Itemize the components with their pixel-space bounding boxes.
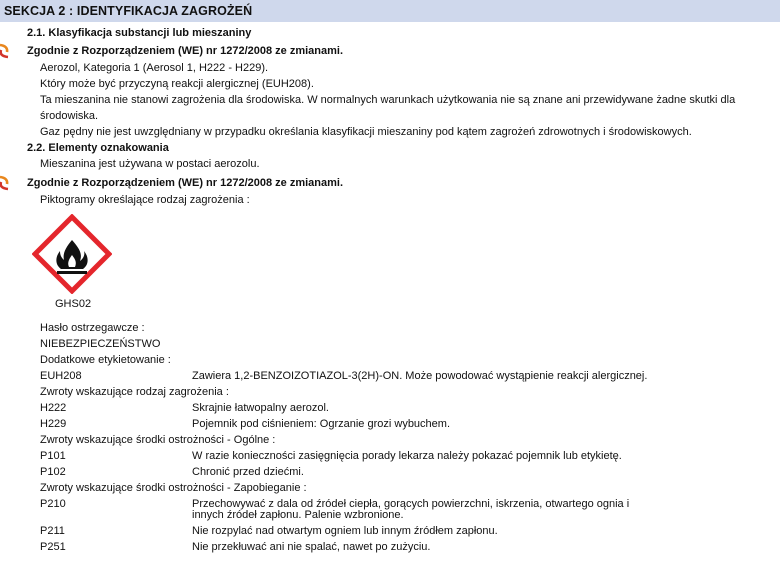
flame-pictogram-icon xyxy=(32,214,112,294)
precaution-code-p211: P211 xyxy=(40,525,65,537)
classification-line-4: środowiska. xyxy=(40,110,99,122)
euh-text: Zawiera 1,2-BENZOIZOTIAZOL-3(2H)-ON. Może powodować wystąpienie reakcji alergicznej. xyxy=(192,370,648,382)
precaution-text-p251: Nie przekłuwać ani nie spalać, nawet po zużyciu. xyxy=(192,541,431,553)
hazard-text-h222: Skrajnie łatwopalny aerozol. xyxy=(192,402,329,414)
hazard-text-h229: Pojemnik pod ciśnieniem: Ogrzanie grozi wybuchem. xyxy=(192,418,451,430)
precaution-code-p102: P102 xyxy=(40,466,66,478)
precaution-code-p101: P101 xyxy=(40,450,66,462)
precaution-text-p211: Nie rozpylać nad otwartym ogniem lub innym źródłem zapłonu. xyxy=(192,525,498,537)
precaution-code-p210: P210 xyxy=(40,498,66,510)
label-elements-intro: Mieszanina jest używana w postaci aerozolu. xyxy=(40,158,260,170)
classification-line-2: Który może być przyczyną reakcji alergicznej (EUH208). xyxy=(40,78,314,90)
pictogram-code: GHS02 xyxy=(55,298,92,310)
pictograms-label: Piktogramy określające rodzaj zagrożenia : xyxy=(40,194,250,206)
euh-code: EUH208 xyxy=(40,370,82,382)
precaution-prevention-label: Zwroty wskazujące środki ostrożności - Zapobieganie : xyxy=(40,482,307,494)
signal-word-label: Hasło ostrzegawcze : xyxy=(40,322,145,334)
precaution-code-p251: P251 xyxy=(40,541,66,553)
precaution-text-p210-line2: innych źródeł zapłonu. Palenie wzbronione. xyxy=(192,509,404,521)
classification-line-3: Ta mieszanina nie stanowi zagrożenia dla środowiska. W normalnych warunkach użytkowania nie są znane ani przewidywane żadne skutki dla xyxy=(40,94,736,106)
classification-line-5: Gaz pędny nie jest uwzględniany w przypadku określania klasyfikacji mieszaniny pod kątem zagrożeń zdrowotnych i środowiskowych. xyxy=(40,126,692,138)
hazard-code-h222: H222 xyxy=(40,402,67,414)
precaution-text-p102: Chronić przed dziećmi. xyxy=(192,466,304,478)
additional-labelling-label: Dodatkowe etykietowanie : xyxy=(40,354,171,366)
precaution-text-p210-line1: Przechowywać z dala od źródeł ciepła, gorących powierzchni, iskrzenia, otwartego ognia i xyxy=(192,498,630,510)
classification-line-1: Aerozol, Kategoria 1 (Aerosol 1, H222 - H229). xyxy=(40,62,269,74)
precaution-general-label: Zwroty wskazujące środki ostrożności - Ogólne : xyxy=(40,434,276,446)
subsection-2-2-heading: 2.2. Elementy oznakowania xyxy=(27,142,169,154)
regulation-text-2: Zgodnie z Rozporządzeniem (WE) nr 1272/2008 ze zmianami. xyxy=(27,177,344,189)
regulation-marker-icon xyxy=(0,43,10,59)
precaution-text-p101: W razie konieczności zasięgnięcia porady lekarza należy pokazać pojemnik lub etykietę. xyxy=(192,450,622,462)
hazard-statements-label: Zwroty wskazujące rodzaj zagrożenia : xyxy=(40,386,229,398)
section-header: SEKCJA 2 : IDENTYFIKACJA ZAGROŻEŃ xyxy=(0,0,780,22)
subsection-2-1-heading: 2.1. Klasyfikacja substancji lub mieszaniny xyxy=(27,27,252,39)
regulation-text-1: Zgodnie z Rozporządzeniem (WE) nr 1272/2008 ze zmianami. xyxy=(27,45,344,57)
signal-word: NIEBEZPIECZEŃSTWO xyxy=(40,338,161,350)
hazard-code-h229: H229 xyxy=(40,418,67,430)
regulation-marker-icon-2 xyxy=(0,175,10,191)
